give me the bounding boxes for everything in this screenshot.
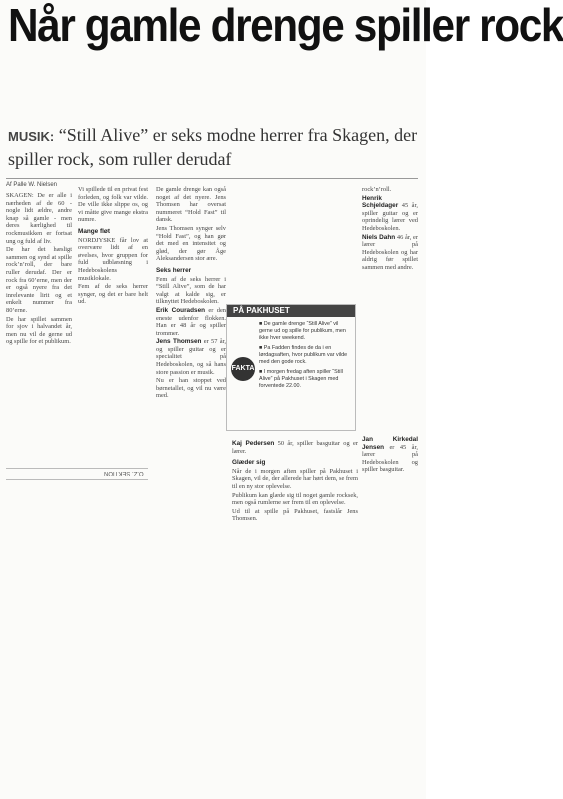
col3-subhead: Seks herrer bbox=[156, 266, 192, 274]
col4-p5: 50 år, spiller basguitar og er lærer. bbox=[232, 440, 358, 455]
fact-item-1: ■ De gamle drenge “Still Alive” vil gerne ud og spille for publikum, men ikke hver weekend. bbox=[259, 321, 346, 341]
headline: Når gamle drenge spiller rock bbox=[8, 0, 563, 51]
col4-p6: Når de i morgen aften spiller på Pakhuset i Skagen, vil de, der allerede har hørt dem, se frem til en ny stor oplevelse. bbox=[232, 467, 358, 490]
top-rule bbox=[6, 178, 418, 179]
col2-subhead: Mange fløt bbox=[78, 227, 110, 235]
byline: Af Palle W. Nielsen bbox=[6, 182, 58, 188]
column-4 bbox=[232, 186, 418, 792]
col4-name-3: Jan Kirkedal Jensen bbox=[362, 436, 418, 451]
col4-p3: 46 år, er lærer på Hedeboskolen og har aldrig før spillet sammen med andre. bbox=[362, 233, 418, 271]
deck bbox=[8, 124, 418, 170]
col1-p3: De har spillet sammen for sjov i halvandet år, men nu vil de gerne ud og spille for et publikum. bbox=[6, 315, 72, 346]
column-2 bbox=[78, 186, 148, 464]
fakta-badge: FAKTA bbox=[231, 357, 255, 381]
kicker: MUSIK: bbox=[8, 129, 55, 144]
col4-name-1: Henrik Schjeldager bbox=[362, 194, 399, 210]
col4-p8: Ud til at spille på Pakhuset, fastslår Jens Thomsen. bbox=[232, 507, 358, 523]
col2-p2: NORDJYSKE får lov at overvære lidt af en øvelses, hvor gruppen for fuld udblæsning i Hedeboskolens musiklokale. bbox=[78, 236, 148, 282]
col3-p5: er 57 år, og spiller guitar og er specialitet på Hedeboskolen, og så hans store passion er musik. bbox=[156, 338, 226, 376]
col4-name-4: Kaj Pedersen bbox=[232, 440, 275, 447]
col3-p3: Fem af de seks herrer i “Still Alive”, som de har valgt at kalde sig, er tilknyttet Hedeboskolen. bbox=[156, 275, 226, 306]
col2-p1: Vi spillede til en privat fest forleden, og folk var vilde. De ville ikke slippe os, og vi måtte give mange ekstra numre. bbox=[78, 186, 148, 224]
photo-reference bbox=[6, 468, 148, 480]
col4-upper bbox=[362, 186, 418, 273]
col4-p1: rock’n’roll. bbox=[362, 186, 392, 193]
deck-text: “Still Alive” er seks modne herrer fra Skagen, der spiller rock, som ruller derudaf bbox=[8, 125, 418, 169]
column-3 bbox=[156, 186, 226, 792]
col3-name-2: Jens Thomsen bbox=[156, 338, 202, 346]
fact-item-3: ■ I morgen fredag aften spiller “Still Alive” på Pakhuset i Skagen med forventede 22.00. bbox=[259, 369, 343, 389]
column-1 bbox=[6, 192, 72, 464]
col1-p1: SKAGEN: De er alle i nærheden af de 60 - nogle lidt ældre, andre knap så gamle - men deres kærlighed til rockmusikken er fortsat ung og fuld af liv. bbox=[6, 192, 72, 245]
col4-middle bbox=[362, 436, 418, 475]
col4-lower bbox=[232, 440, 358, 524]
col3-p6: Nu er han stoppet ved børnetallet, og vil nu være med. bbox=[156, 377, 226, 400]
fact-box bbox=[226, 304, 356, 431]
photo-credit: O.Z. SEKTION bbox=[104, 470, 144, 476]
col3-p2: Jens Thomsen synger selv “Hold Fast”, og han gør det med en intensitet og glød, der gør Åge Aleksandersen stor ære. bbox=[156, 224, 226, 263]
col4-subhead: Glæder sig bbox=[232, 459, 266, 467]
col4-name-2: Niels Dahn bbox=[362, 233, 396, 241]
col3-name-1: Erik Couradsen bbox=[156, 306, 206, 314]
fact-box-header: PÅ PAKHUSET bbox=[227, 305, 355, 317]
col2-p3: Fem af de seks herrer synger, og det er bare helt ud. bbox=[78, 283, 148, 306]
col4-p4: er 45 år, lærer på Hedeboskolen og spiller basguitar. bbox=[362, 443, 418, 474]
col4-p7: Publikum kan glæde sig til noget gamle rocksek, men også rumlerne ser frem til en oplevelse. bbox=[232, 491, 358, 507]
fact-box-body bbox=[259, 321, 351, 393]
fact-item-2: ■ Pa Fadden findes de da i en lørdagsaften, hvor publikum var vilde med den gode rock. bbox=[259, 345, 348, 365]
col4-p2: 45 år, spiller guitar og er oprindelig lærer ved Hedeboskolen. bbox=[362, 202, 418, 232]
col3-p1: De gamle drenge kan også noget af det nyere. Jens Thomsen har oversat nummeret “Hold Fast” til dansk. bbox=[156, 186, 226, 224]
col3-p4: er den eneste udenfor flokken. Han er 48 år og spiller trommer. bbox=[156, 306, 226, 337]
col1-p2: De har det hæsligt sammen og synd at spille rock’n’roll, der bare ruller derudaf. Der er rock fra 60’erne, men der er også nyere fra det inrelevante lirit og et enkelt nummer fra 80’erne. bbox=[6, 246, 72, 314]
